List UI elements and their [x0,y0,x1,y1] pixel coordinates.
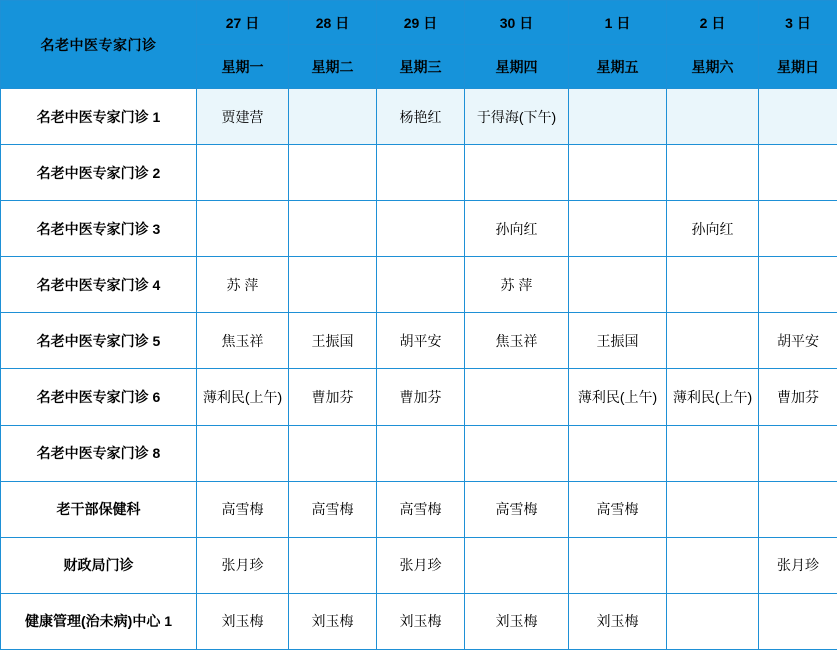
schedule-cell: 薄利民(上午) [197,369,289,425]
schedule-cell: 曹加芬 [759,369,837,425]
schedule-cell [759,201,837,257]
table-row [1,257,837,313]
schedule-cell [569,201,667,257]
schedule-cell [289,145,377,201]
schedule-cell [197,425,289,481]
schedule-cell: 薄利民(上午) [569,369,667,425]
schedule-cell: 苏 萍 [465,257,569,313]
table-row [1,201,837,257]
schedule-cell: 高雪梅 [377,481,465,537]
schedule-cell [377,145,465,201]
schedule-cell [465,145,569,201]
schedule-cell [569,89,667,145]
schedule-cell [569,145,667,201]
schedule-cell [667,145,759,201]
schedule-cell: 刘玉梅 [569,593,667,649]
schedule-cell [667,313,759,369]
row-label: 名老中医专家门诊 4 [1,257,197,313]
schedule-cell [465,537,569,593]
schedule-cell [667,537,759,593]
column-header-weekday-6: 星期六 [667,45,759,89]
table-body [1,1,837,650]
row-label: 名老中医专家门诊 8 [1,425,197,481]
schedule-cell [377,257,465,313]
row-label: 财政局门诊 [1,537,197,593]
row-label: 名老中医专家门诊 1 [1,89,197,145]
column-header-date-6: 2 日 [667,1,759,45]
row-label: 名老中医专家门诊 5 [1,313,197,369]
schedule-cell: 高雪梅 [289,481,377,537]
column-header-date-2: 28 日 [289,1,377,45]
schedule-cell: 张月珍 [377,537,465,593]
schedule-cell: 张月珍 [197,537,289,593]
table-row [1,481,837,537]
schedule-cell [569,425,667,481]
schedule-cell [759,425,837,481]
schedule-cell: 苏 萍 [197,257,289,313]
schedule-cell: 刘玉梅 [197,593,289,649]
column-header-date-1: 27 日 [197,1,289,45]
schedule-cell: 刘玉梅 [465,593,569,649]
table-title: 名老中医专家门诊 [1,1,197,89]
column-header-weekday-5: 星期五 [569,45,667,89]
schedule-cell [569,537,667,593]
row-label: 名老中医专家门诊 2 [1,145,197,201]
table-row [1,537,837,593]
column-header-weekday-1: 星期一 [197,45,289,89]
schedule-cell [667,89,759,145]
schedule-cell: 王振国 [289,313,377,369]
schedule-cell [667,257,759,313]
schedule-cell: 张月珍 [759,537,837,593]
column-header-date-5: 1 日 [569,1,667,45]
header-row-dates [1,1,837,45]
row-label: 名老中医专家门诊 3 [1,201,197,257]
schedule-cell: 曹加芬 [377,369,465,425]
schedule-cell: 于得海(下午) [465,89,569,145]
schedule-cell [465,369,569,425]
schedule-cell [569,257,667,313]
table-row [1,593,837,649]
schedule-cell [667,481,759,537]
column-header-date-4: 30 日 [465,1,569,45]
schedule-cell [465,425,569,481]
schedule-cell [289,89,377,145]
schedule-cell [759,89,837,145]
schedule-cell: 刘玉梅 [377,593,465,649]
schedule-cell: 贾建营 [197,89,289,145]
row-label: 老干部保健科 [1,481,197,537]
schedule-cell: 刘玉梅 [289,593,377,649]
schedule-cell [197,201,289,257]
schedule-cell [759,593,837,649]
table-row [1,425,837,481]
schedule-cell [377,201,465,257]
schedule-cell [289,257,377,313]
schedule-cell [197,145,289,201]
column-header-weekday-4: 星期四 [465,45,569,89]
table-row [1,313,837,369]
row-label: 健康管理(治未病)中心 1 [1,593,197,649]
schedule-cell: 孙向红 [465,201,569,257]
schedule-cell: 孙向红 [667,201,759,257]
row-label: 名老中医专家门诊 6 [1,369,197,425]
column-header-weekday-3: 星期三 [377,45,465,89]
schedule-cell [759,257,837,313]
column-header-date-3: 29 日 [377,1,465,45]
schedule-cell [289,201,377,257]
schedule-cell: 曹加芬 [289,369,377,425]
schedule-cell [289,537,377,593]
schedule-cell: 王振国 [569,313,667,369]
schedule-cell [289,425,377,481]
schedule-cell: 高雪梅 [465,481,569,537]
schedule-cell: 胡平安 [759,313,837,369]
column-header-weekday-2: 星期二 [289,45,377,89]
schedule-cell: 胡平安 [377,313,465,369]
column-header-weekday-7: 星期日 [759,45,837,89]
schedule-cell: 高雪梅 [569,481,667,537]
schedule-cell: 焦玉祥 [465,313,569,369]
schedule-cell [667,425,759,481]
schedule-cell: 杨艳红 [377,89,465,145]
table-row [1,369,837,425]
schedule-cell: 薄利民(上午) [667,369,759,425]
schedule-cell [667,593,759,649]
schedule-cell [377,425,465,481]
schedule-cell: 焦玉祥 [197,313,289,369]
schedule-cell: 高雪梅 [197,481,289,537]
table-row [1,145,837,201]
column-header-date-7: 3 日 [759,1,837,45]
schedule-cell [759,145,837,201]
schedule-cell [759,481,837,537]
table-row [1,89,837,145]
